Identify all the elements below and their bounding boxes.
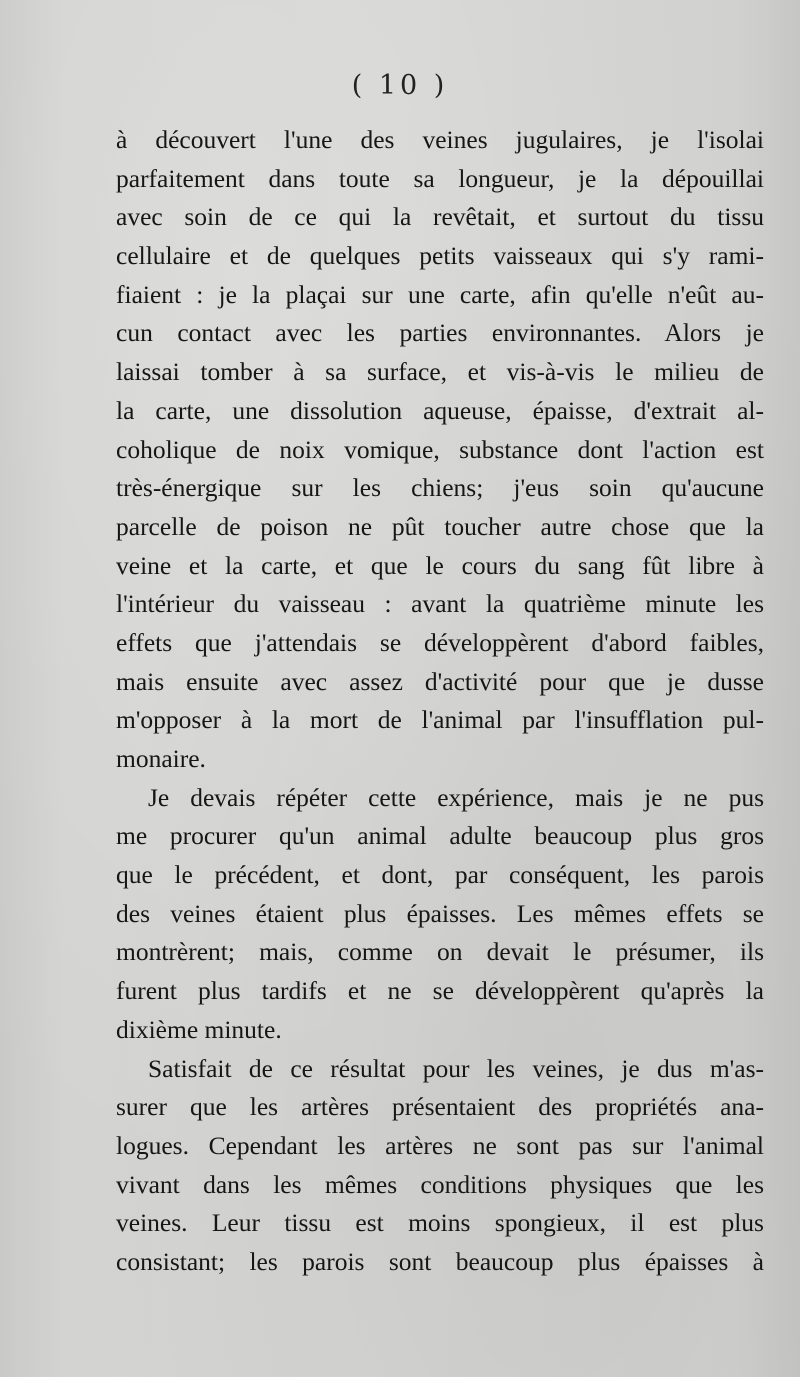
paragraph-3 — [116, 1050, 764, 1282]
text-line: m'opposer à la mort de l'animal par l'insufflation pul- — [116, 705, 764, 735]
text-line: des veines étaient plus épaisses. Les mêmes effets se — [116, 898, 764, 928]
text-line: surer que les artères présentaient des propriétés ana- — [116, 1092, 764, 1122]
page-number: ( 10 ) — [351, 70, 449, 101]
text-line: Satisfait de ce résultat pour les veines, je dus m'as- — [148, 1053, 764, 1083]
text-line: veines. Leur tissu est moins spongieux, il est plus — [116, 1208, 764, 1238]
text-line: me procurer qu'un animal adulte beaucoup plus gros — [116, 821, 764, 851]
text-line: à découvert l'une des veines jugulaires, je l'isolai — [116, 125, 764, 154]
text-line: dixième minute. — [116, 1014, 282, 1044]
paragraph-1 — [116, 121, 764, 779]
text-line: l'intérieur du vaisseau : avant la quatrième minute les — [116, 589, 764, 619]
text-line: effets que j'attendais se développèrent d'abord faibles, — [116, 627, 764, 657]
body-text — [116, 121, 764, 1282]
text-line: furent plus tardifs et ne se développèrent qu'après la — [116, 976, 764, 1006]
text-line: montrèrent; mais, comme on devait le présumer, ils — [116, 937, 764, 967]
text-line: parcelle de poison ne pût toucher autre chose que la — [116, 511, 764, 541]
text-line: coholique de noix vomique, substance dont l'action est — [116, 434, 764, 464]
text-line: avec soin de ce qui la revêtait, et surtout du tissu — [116, 202, 764, 232]
text-line: parfaitement dans toute sa longueur, je la dépouillai — [116, 163, 764, 193]
text-line: vivant dans les mêmes conditions physiques que les — [116, 1169, 764, 1199]
text-line: veine et la carte, et que le cours du sang fût libre à — [116, 550, 764, 580]
text-line: monaire. — [116, 744, 206, 773]
text-line: cellulaire et de quelques petits vaisseaux qui s'y rami- — [116, 241, 764, 271]
text-line: fiaient : je la plaçai sur une carte, afin qu'elle n'eût au- — [116, 279, 764, 309]
text-line: mais ensuite avec assez d'activité pour que je dusse — [116, 666, 764, 696]
text-line: laissai tomber à sa surface, et vis-à-vis le milieu de — [116, 357, 764, 387]
text-line: Je devais répéter cette expérience, mais je ne pus — [148, 782, 764, 812]
paragraph-2 — [116, 779, 764, 1050]
text-line: que le précédent, et dont, par conséquent, les parois — [116, 860, 764, 890]
text-line: cun contact avec les parties environnantes. Alors je — [116, 318, 764, 348]
text-line: très-énergique sur les chiens; j'eus soin qu'aucune — [116, 473, 764, 503]
text-line: consistant; les parois sont beaucoup plus épaisses à — [116, 1246, 764, 1276]
text-line: la carte, une dissolution aqueuse, épaisse, d'extrait al- — [116, 395, 764, 425]
text-line: logues. Cependant les artères ne sont pas sur l'animal — [116, 1130, 764, 1160]
